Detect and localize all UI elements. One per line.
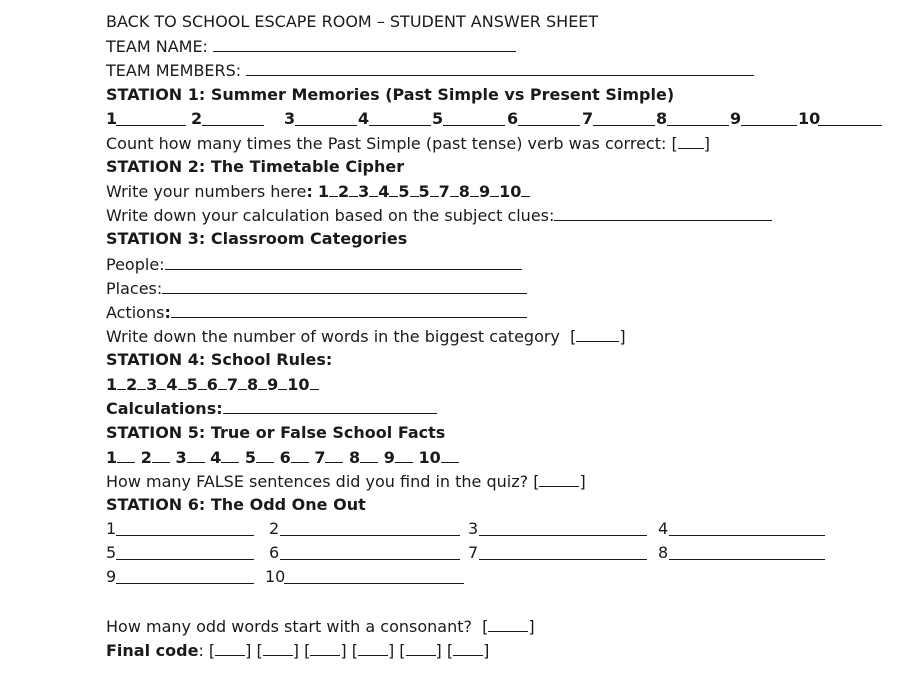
- page-title: BACK TO SCHOOL ESCAPE ROOM – STUDENT ANSWER SHEET: [106, 12, 599, 31]
- station2-numbers-row: [106, 181, 530, 202]
- answer-label: 1: [106, 109, 118, 128]
- station2-calc-field[interactable]: [554, 205, 772, 221]
- answer-label: 9: [106, 567, 117, 586]
- station3-count-field[interactable]: [576, 326, 619, 342]
- consonant-prompt: How many odd words start with a consonant? [: [106, 617, 489, 636]
- answer-label: 8: [656, 109, 668, 128]
- station1-count-prompt: Count how many times the Past Simple (past tense) verb was correct: [: [106, 134, 678, 153]
- station5-false-prompt: How many FALSE sentences did you find in the quiz? [: [106, 472, 540, 491]
- actions-field[interactable]: [171, 302, 527, 318]
- station4-number-sequence[interactable]: 1 2 3 4 5 6 7 8 9 10: [106, 374, 319, 395]
- team-name-field[interactable]: [213, 36, 516, 52]
- team-members-row: [106, 60, 754, 81]
- people-row: [106, 254, 522, 275]
- final-code-slot[interactable]: [ ]: [446, 641, 490, 660]
- answer-blank[interactable]: [284, 568, 464, 584]
- station2-numbers-prompt: Write your numbers here: [106, 182, 307, 201]
- answer-blank[interactable]: [202, 110, 264, 126]
- places-label: Places:: [106, 279, 163, 298]
- people-label: People:: [106, 255, 165, 274]
- answer-label: 6: [507, 109, 519, 128]
- answer-label: 5: [106, 543, 117, 562]
- station2-colon: :: [306, 182, 313, 201]
- final-code-label: Final code: [106, 641, 199, 660]
- final-code-row: [106, 640, 489, 661]
- station2-heading: STATION 2: The Timetable Cipher: [106, 157, 405, 176]
- station1-count-field[interactable]: [678, 133, 704, 149]
- answer-blank[interactable]: [518, 110, 580, 126]
- answer-label: 10: [798, 109, 821, 128]
- answer-blank[interactable]: [479, 520, 647, 536]
- station4-calc-label: Calculations:: [106, 399, 223, 418]
- answer-blank[interactable]: [818, 110, 882, 126]
- people-field[interactable]: [165, 254, 522, 270]
- final-code-slot[interactable]: [ ]: [256, 641, 300, 660]
- team-name-row: [106, 36, 516, 57]
- answer-label: 3: [284, 109, 296, 128]
- station6-heading: STATION 6: The Odd One Out: [106, 495, 366, 514]
- answer-label: 4: [658, 519, 669, 538]
- station3-count-row: [106, 326, 626, 347]
- station3-count-prompt: Write down the number of words in the biggest category [: [106, 327, 577, 346]
- final-code-slot[interactable]: [ ]: [304, 641, 347, 660]
- final-code-slot[interactable]: [ ]: [208, 641, 252, 660]
- answer-blank[interactable]: [669, 544, 825, 560]
- station2-calc-prompt: Write down your calculation based on the subject clues:: [106, 206, 555, 225]
- team-members-field[interactable]: [246, 60, 754, 76]
- station1-heading: STATION 1: Summer Memories (Past Simple vs Present Simple): [106, 85, 675, 104]
- station5-false-row: [106, 471, 586, 492]
- answer-label: 2: [269, 519, 280, 538]
- final-code-slot[interactable]: [ ]: [399, 641, 442, 660]
- answer-label: 7: [468, 543, 479, 562]
- final-code-slot[interactable]: [ ]: [351, 641, 395, 660]
- answer-blank[interactable]: [741, 110, 797, 126]
- answer-label: 6: [269, 543, 280, 562]
- answer-blank[interactable]: [295, 110, 357, 126]
- station1-count-row: [106, 133, 710, 154]
- answer-blank[interactable]: [667, 110, 729, 126]
- answer-blank[interactable]: [280, 544, 460, 560]
- station4-calc-field[interactable]: [223, 398, 437, 414]
- answer-label: 5: [432, 109, 444, 128]
- answer-blank[interactable]: [116, 544, 254, 560]
- answer-label: 2: [191, 109, 203, 128]
- station5-heading: STATION 5: True or False School Facts: [106, 423, 446, 442]
- station5-false-close: ]: [579, 472, 586, 491]
- answer-blank[interactable]: [369, 110, 431, 126]
- station3-count-close: ]: [619, 327, 626, 346]
- actions-colon: :: [164, 303, 171, 322]
- answer-blank[interactable]: [669, 520, 825, 536]
- station4-calc-row: [106, 398, 437, 419]
- answer-label: 1: [106, 519, 117, 538]
- consonant-field[interactable]: [488, 616, 528, 632]
- answer-label: 3: [468, 519, 479, 538]
- station3-heading: STATION 3: Classroom Categories: [106, 229, 408, 248]
- answer-blank[interactable]: [116, 568, 254, 584]
- consonant-row: [106, 616, 535, 637]
- answer-label: 10: [265, 567, 286, 586]
- actions-label: Actions: [106, 303, 165, 322]
- answer-label: 4: [358, 109, 370, 128]
- station5-false-field[interactable]: [539, 471, 579, 487]
- final-code-colon: :: [198, 641, 209, 660]
- station2-number-sequence[interactable]: 1 2 3 4 5 5 7 8 9 10: [318, 182, 531, 201]
- answer-blank[interactable]: [443, 110, 505, 126]
- places-row: [106, 278, 527, 299]
- answer-blank[interactable]: [116, 110, 186, 126]
- station5-number-sequence[interactable]: 1 2 3 4 5 6 7 8 9 10: [106, 447, 459, 468]
- station2-calc-row: [106, 205, 772, 226]
- consonant-close: ]: [528, 617, 535, 636]
- team-name-label: TEAM NAME:: [106, 37, 208, 56]
- answer-blank[interactable]: [116, 520, 254, 536]
- answer-label: 8: [658, 543, 669, 562]
- answer-label: 9: [730, 109, 742, 128]
- places-field[interactable]: [162, 278, 527, 294]
- station4-heading: STATION 4: School Rules:: [106, 350, 333, 369]
- station1-count-close: ]: [703, 134, 710, 153]
- answer-label: 7: [582, 109, 594, 128]
- answer-blank[interactable]: [593, 110, 655, 126]
- answer-blank[interactable]: [479, 544, 647, 560]
- actions-row: [106, 302, 527, 323]
- answer-blank[interactable]: [280, 520, 460, 536]
- team-members-label: TEAM MEMBERS:: [106, 61, 242, 80]
